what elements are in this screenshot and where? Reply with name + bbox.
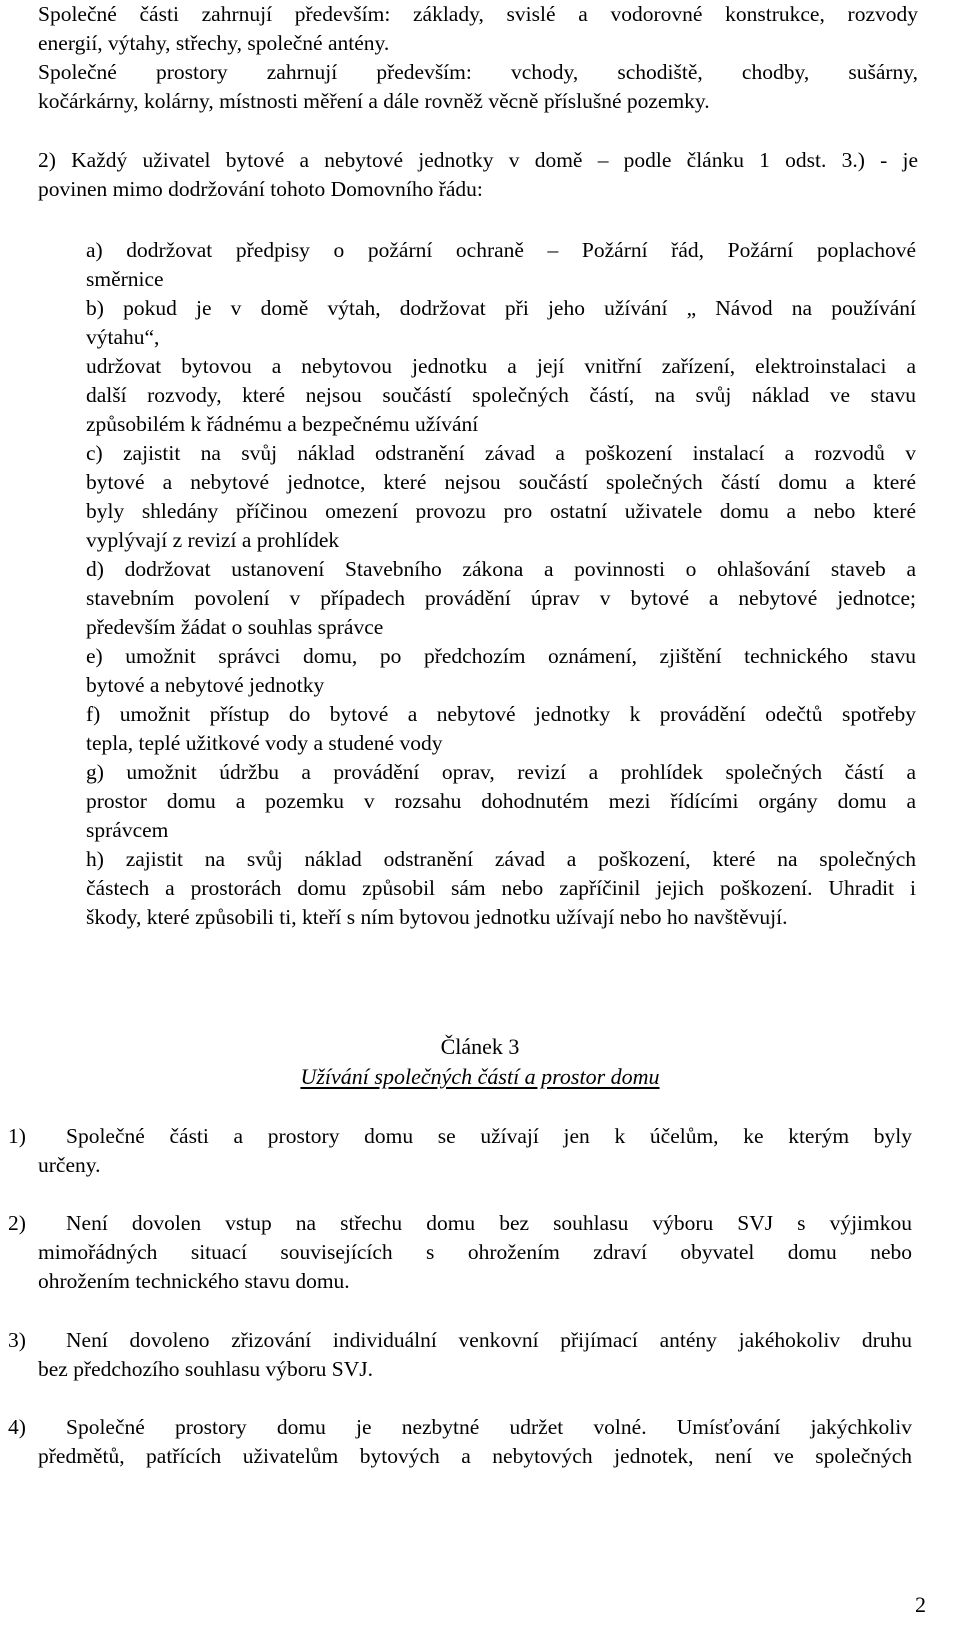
item-1-cont (38, 1151, 912, 1180)
list-line: a) dodržovat předpisy o požární ochraně – Požární řád, Požární poplachové (86, 238, 916, 262)
list-line: škody, které způsobili ti, kteří s ním bytovou jednotku užívají nebo ho navštěvují. (86, 905, 788, 929)
text-line: energií, výtahy, střechy, společné antény. (38, 31, 390, 55)
list-line: tepla, teplé užitkové vody a studené vody (86, 731, 443, 755)
list-line: stavebním povolení v případech provádění úprav v bytové a nebytové jednotce; (86, 586, 916, 610)
list-line: d) dodržovat ustanovení Stavebního zákona a povinnosti o ohlašování staveb a (86, 557, 916, 581)
list-line: e) umožnit správci domu, po předchozím oznámení, zjištění technického stavu (86, 644, 916, 668)
item-4-cont (38, 1442, 912, 1471)
article-subheading-text: Užívání společných částí a prostor domu (300, 1064, 660, 1089)
item-line: Společné části a prostory domu se užívají jen k účelům, ke kterým byly (66, 1124, 912, 1148)
list-line: vyplývají z revizí a prohlídek (86, 528, 340, 552)
common-parts-paragraph (38, 0, 918, 116)
item-3-cont (38, 1355, 912, 1384)
list-line: další rozvody, které nejsou součástí společných částí, na svůj náklad ve stavu (86, 383, 916, 407)
item-line: mimořádných situací souvisejících s ohrožením zdraví obyvatel domu nebo (38, 1240, 912, 1264)
duties-list (86, 236, 916, 932)
list-line: f) umožnit přístup do bytové a nebytové jednotky k provádění odečtů spotřeby (86, 702, 916, 726)
list-line: byly shledány příčinou omezení provozu pro ostatní uživatele domu a nebo které (86, 499, 916, 523)
list-line: správcem (86, 818, 169, 842)
text-line: povinen mimo dodržování tohoto Domovního řádu: (38, 177, 483, 201)
list-line: směrnice (86, 267, 164, 291)
list-line: bytové a nebytové jednotky (86, 673, 325, 697)
list-line: způsobilém k řádnému a bezpečnému užívání (86, 412, 479, 436)
item-number: 4) (8, 1415, 26, 1439)
list-line: prostor domu a pozemku v rozsahu dohodnutém mezi řídícími orgány domu a (86, 789, 916, 813)
item-2 (66, 1209, 912, 1238)
item-number: 2) (8, 1211, 26, 1235)
item-2-cont (38, 1238, 912, 1296)
item-1 (66, 1122, 912, 1151)
item-3 (66, 1326, 912, 1355)
item-number: 3) (8, 1328, 26, 1352)
item-line: Není dovolen vstup na střechu domu bez souhlasu výboru SVJ s výjimkou (66, 1211, 912, 1235)
article-heading: Článek 3 (440, 1034, 520, 1059)
text-line: Společné části zahrnují především: základy, svislé a vodorovné konstrukce, rozvody (38, 2, 918, 26)
list-line: udržovat bytovou a nebytovou jednotku a její vnitřní zařízení, elektroinstalaci a (86, 354, 916, 378)
item-line: předmětů, patřících uživatelům bytových a nebytových jednotek, není ve společných (38, 1444, 912, 1468)
text-line: kočárkárny, kolárny, místnosti měření a dále rovněž věcně příslušné pozemky. (38, 89, 710, 113)
item-line: Společné prostory domu je nezbytné udržet volné. Umísťování jakýchkoliv (66, 1415, 912, 1439)
item-line: ohrožením technického stavu domu. (38, 1269, 350, 1293)
list-line: g) umožnit údržbu a provádění oprav, revizí a prohlídek společných částí a (86, 760, 916, 784)
item-line: bez předchozího souhlasu výboru SVJ. (38, 1357, 373, 1381)
user-duties-paragraph (38, 146, 918, 204)
page-number: 2 (915, 1592, 926, 1617)
item-4 (66, 1413, 912, 1442)
list-line: h) zajistit na svůj náklad odstranění závad a poškození, které na společných (86, 847, 916, 871)
list-line: b) pokud je v domě výtah, dodržovat při jeho užívání „ Návod na používání (86, 296, 916, 320)
list-line: bytové a nebytové jednotce, které nejsou součástí společných částí domu a které (86, 470, 916, 494)
list-line: částech a prostorách domu způsobil sám nebo zapříčinil jejich poškození. Uhradit i (86, 876, 916, 900)
text-line: Společné prostory zahrnují především: vchody, schodiště, chodby, sušárny, (38, 60, 918, 84)
item-number: 1) (8, 1124, 26, 1148)
item-line: určeny. (38, 1153, 101, 1177)
list-line: především žádat o souhlas správce (86, 615, 384, 639)
text-line: 2) Každý uživatel bytové a nebytové jednotky v domě – podle článku 1 odst. 3.) - je (38, 148, 918, 172)
list-line: c) zajistit na svůj náklad odstranění závad a poškození instalací a rozvodů v (86, 441, 916, 465)
list-line: výtahu“, (86, 325, 160, 349)
item-line: Není dovoleno zřizování individuální venkovní přijímací antény jakéhokoliv druhu (66, 1328, 912, 1352)
article-subheading (0, 1062, 960, 1091)
